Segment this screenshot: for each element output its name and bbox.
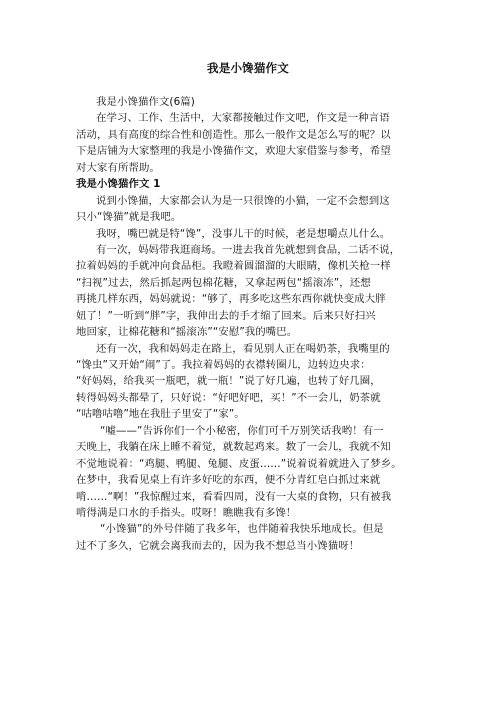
paragraph-line: 活动，具有高度的综合性和创造性。那么一般作文是怎么写的呢？以 xyxy=(76,128,391,141)
paragraph-line: 地回家，让棉花糖和“摇滚冻”“安慰”我的嘴巴。 xyxy=(76,326,298,339)
paragraph-line: 转得妈妈头都晕了，只好说：“好吧好吧，买！”不一会儿，奶茶就 xyxy=(76,391,381,404)
paragraph-line: 说到小馋猫，大家都会认为是一只很馋的小猫，一定不会想到这 xyxy=(96,194,390,207)
paragraph-line: 再挑几样东西，妈妈就说：“够了，再多吃这些东西你就快变成大胖 xyxy=(76,293,386,306)
paragraph-line: “馋虫”又开始“闹”了。我拉着妈妈的衣襟转圈儿，边转边央求： xyxy=(76,359,371,371)
paragraph-line: 不觉地说着：“鸡腿、鸭腿、兔腿、皮蛋……”说着说着就进入了梦乡。 xyxy=(76,457,402,470)
paragraph-line: 在学习、工作、生活中，大家都接触过作文吧，作文是一种言语 xyxy=(96,112,390,125)
paragraph-line: 我呀，嘴巴就是特“馋”，没事儿干的时候，老是想嚼点儿什么。 xyxy=(96,227,391,240)
paragraph-line: 拉着妈妈的手就冲向食品柜。我瞪着圆溜溜的大眼睛，像机关枪一样 xyxy=(76,260,391,273)
section-heading: 我是小馋猫作文 1 xyxy=(76,178,161,191)
paragraph-line: 过不了多久，它就会离我而去的，因为我不想总当小馋猫呀！ xyxy=(76,539,360,552)
subtitle-line: 我是小馋猫作文(6篇) xyxy=(96,96,195,108)
paragraph-line: “扫视”过去，然后抓起两包棉花糖，又拿起两包“摇滚冻”，还想 xyxy=(76,276,371,289)
paragraph-line: 下是店铺为大家整理的我是小馋猫作文，欢迎大家借鉴与参考，希望 xyxy=(76,145,391,158)
paragraph-line: 妞了！”一听到“胖”字，我伸出去的手才缩了回来。后来只好扫兴 xyxy=(76,309,376,322)
paragraph-line: 只小“馋猫”就是我吧。 xyxy=(76,211,182,224)
paragraph-line: “好妈妈，给我买一瓶吧，就一瓶！”说了好几遍，也转了好几圈， xyxy=(76,375,381,388)
paragraph-line: 在梦中，我看见桌上有许多好吃的东西，便不分青红皂白抓过来就 xyxy=(76,474,381,487)
paragraph-line: 啃得满是口水的手指头。哎呀！瞧瞧我有多馋！ xyxy=(76,506,297,519)
paragraph-line: “咕噜咕噜”地在我肚子里安了“家”。 xyxy=(76,408,245,421)
document-body xyxy=(76,94,427,554)
paragraph-line: “嘘——”告诉你们一个小秘密，你们可千万别笑话我哟！有一 xyxy=(100,424,384,437)
paragraph-line: 啃……“啊！”我惊醒过来，看看四周，没有一大桌的食物，只有被我 xyxy=(76,490,392,503)
paragraph-line: 有一次，妈妈带我逛商场。一进去我首先就想到食品，二话不说， xyxy=(96,243,401,256)
paragraph-line: 还有一次，我和妈妈走在路上，看见别人正在喝奶茶，我嘴里的 xyxy=(96,342,390,355)
paragraph-line: 对大家有所帮助。 xyxy=(76,161,160,174)
paragraph-line: “小馋猫”的外号伴随了我多年，也伴随着我快乐地成长。但是 xyxy=(100,523,384,536)
document-title: 我是小馋猫作文 xyxy=(207,61,289,75)
paragraph-line: 天晚上，我躺在床上睡不着觉，就数起鸡来。数了一会儿，我就不知 xyxy=(76,441,391,454)
